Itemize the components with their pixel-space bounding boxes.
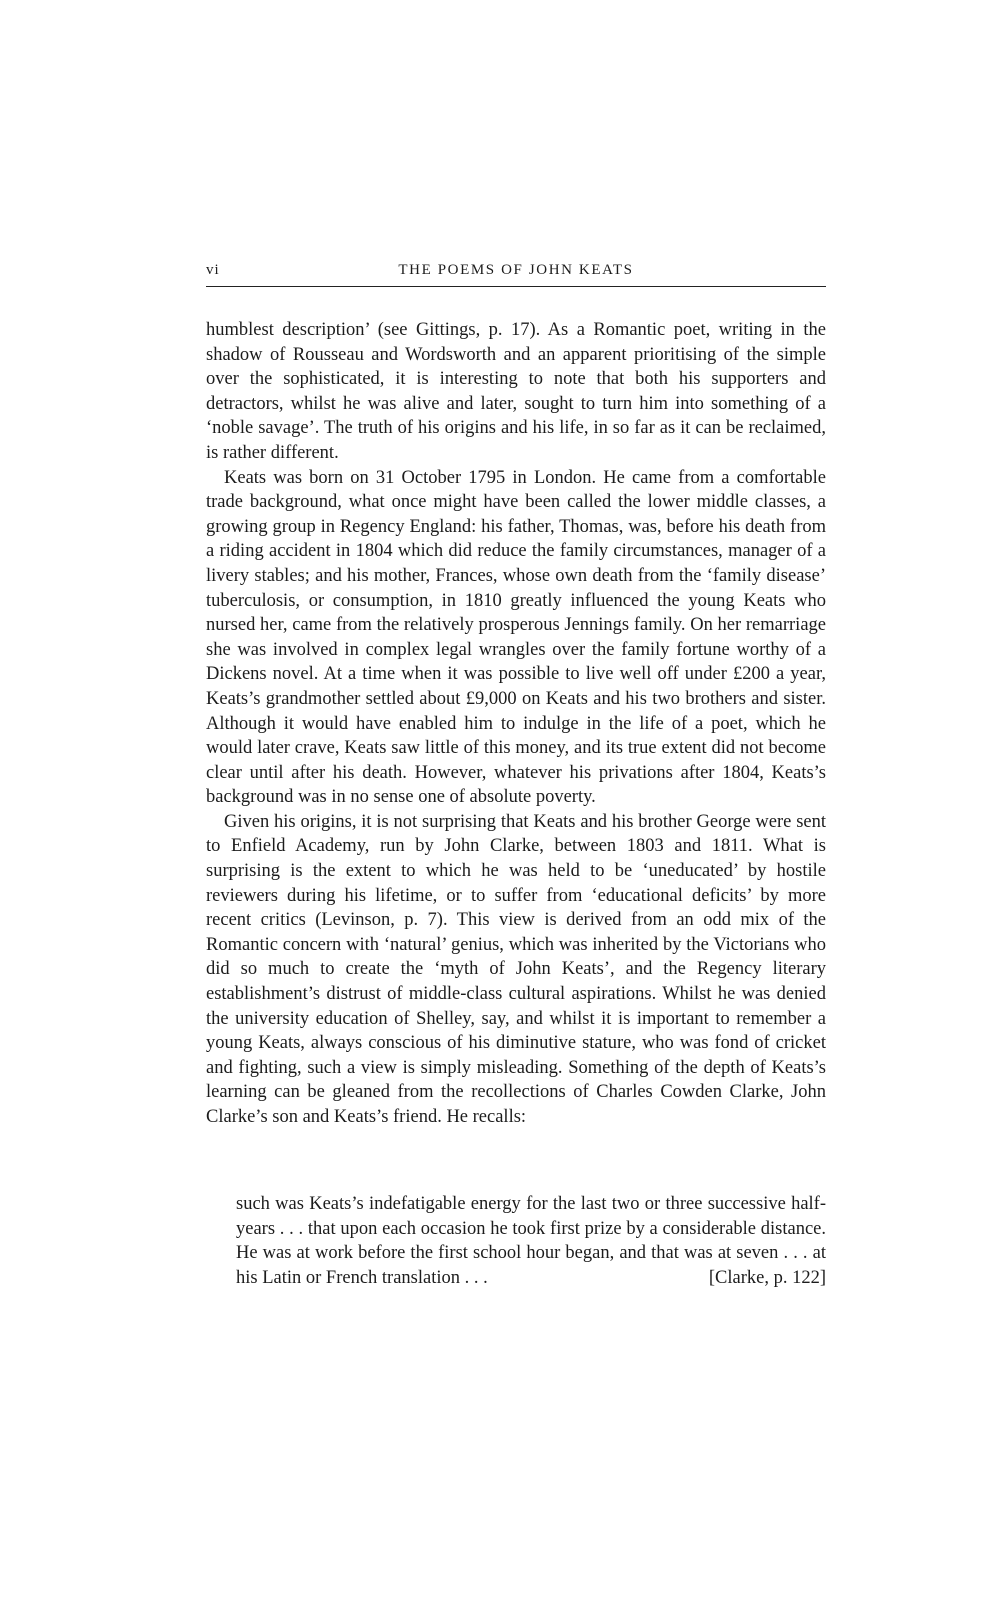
page-number: vi — [206, 262, 220, 278]
paragraph-1: humblest description’ (see Gittings, p. 17). As a Romantic poet, writing in the shadow of Rousseau and Wordsworth and an apparent prioritising of the simple over the sophisticated, it is interesting to note that both his supporters and detractors, whilst he was alive and later, sought to turn him into something of a ‘noble savage’. The truth of his origins and his life, in so far as it can be reclaimed, is rather different. — [206, 320, 826, 463]
body-text — [206, 318, 826, 1130]
running-head — [206, 262, 826, 287]
paragraph-2: Keats was born on 31 October 1795 in London. He came from a comfortable trade background, what once might have been called the lower middle classes, a growing group in Regency England: his father, Thomas, was, before his death from a riding accident in 1804 which did reduce the family circumstances, manager of a livery stables; and his mother, Frances, whose own death from the ‘family disease’ tuberculosis, or consumption, in 1810 greatly influenced the young Keats who nursed her, came from the relatively prosperous Jennings family. On her remarriage she was involved in complex legal wrangles over the family fortune worthy of a Dickens novel. At a time when it was possible to live well off under £200 a year, Keats’s grandmother settled about £9,000 on Keats and his two brothers and sister. Although it would have enabled him to indulge in the life of a poet, which he would later crave, Keats saw little of this money, and its true extent did not become clear until after his death. However, whatever his privations after 1804, Keats’s background was in no sense one of absolute poverty. — [206, 467, 826, 808]
quote-citation: [Clarke, p. 122] — [708, 1267, 826, 1288]
paragraph-3: Given his origins, it is not surprising that Keats and his brother George were sent to Enfield Academy, run by John Clarke, between 1803 and 1811. What is surprising is the extent to which he was held to be ‘uneducated’ by hostile reviewers during his lifetime, or to suffer from ‘educational deficits’ by more recent critics (Levinson, p. 7). This view is derived from an odd mix of the Romantic concern with ‘natural’ genius, which was inherited by the Victorians who did so much to create the ‘myth of John Keats’, and the Regency literary establishment’s distrust of middle-class cultural aspirations. Whilst he was denied the university education of Shelley, say, and whilst it is important to remember a young Keats, always conscious of his diminutive stature, who was fond of cricket and fighting, such a view is simply misleading. Something of the depth of Keats’s learning can be gleaned from the recollections of Charles Cowden Clarke, John Clarke’s son and Keats’s friend. He recalls: — [206, 811, 826, 1127]
book-title: THE POEMS OF JOHN KEATS — [398, 262, 634, 278]
quote-text: such was Keats’s indefatigable energy for the last two or three successive half-years . . . that upon each occasion he took first prize by a considerable distance. He was at work before the first school hour began, and that was at seven . . . at his Latin or French translation . . . — [236, 1194, 826, 1288]
block-quote — [236, 1192, 826, 1290]
